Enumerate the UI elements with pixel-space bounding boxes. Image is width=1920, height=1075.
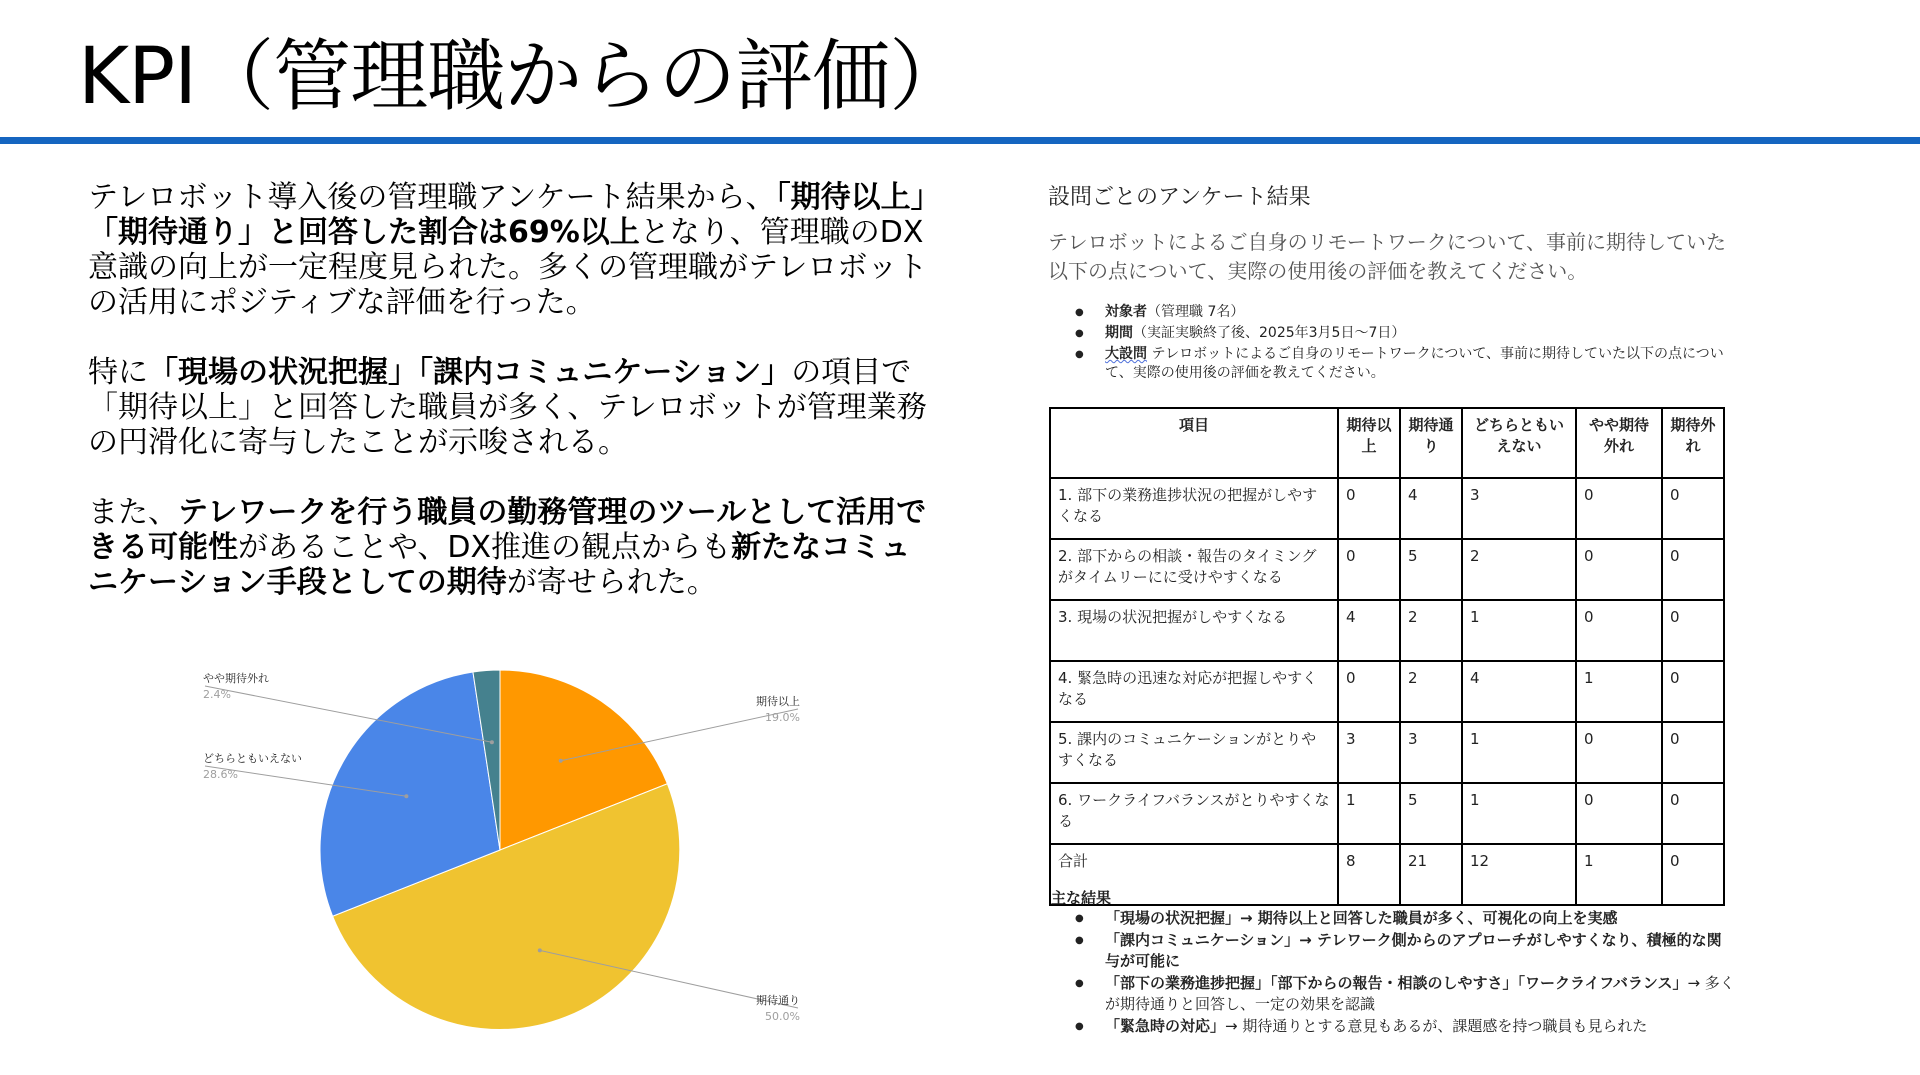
meta-label: 期間 [1105,325,1133,341]
table-cell: 0 [1662,722,1724,783]
table-row [1050,478,1724,539]
table-cell: 1 [1462,600,1576,661]
table-row [1050,539,1724,600]
column-header-below: 期待外れ [1662,408,1724,478]
table-cell: 2 [1400,600,1462,661]
table-cell-item: 4. 緊急時の迅速な対応が把握しやすくなる [1050,661,1338,722]
survey-results-table [1049,407,1725,906]
column-header-above-expectation: 期待以上 [1338,408,1400,478]
pie-slice-label: 期待通り [756,994,800,1007]
key-results-heading: 主な結果 [1051,889,1112,907]
pie-slice-value: 50.0% [765,1010,800,1023]
pie-leader-dot [538,948,542,952]
key-result-item [1075,908,1735,929]
table-cell: 0 [1662,600,1724,661]
meta-label: 大設問 [1105,346,1147,362]
column-header-slightly-below: やや期待外れ [1576,408,1662,478]
summary-emphasis: テレワークを行う職員の勤務管理のツールとして活用できる可能性 [88,495,927,565]
summary-text-run: が寄せられた。 [506,565,717,600]
table-cell: 0 [1662,844,1724,905]
pie-leader-dot [404,794,408,798]
table-row [1050,600,1724,661]
table-cell: 5 [1400,783,1462,844]
summary-text-run: テレロボット導入後の管理職アンケート結果から、 [88,180,776,215]
table-cell: 0 [1338,661,1400,722]
summary-text-run: となり、管理職のDX意識の向上が一定程度見られた。多くの管理職がテレロボットの活用にポジティブな評価を行った。 [88,215,928,320]
table-cell-item: 1. 部下の業務進捗状況の把握がしやすくなる [1050,478,1338,539]
table-cell: 4 [1338,600,1400,661]
survey-question: テレロボットによるご自身のリモートワークについて、事前に期待していた以下の点について、実際の使用後の評価を教えてください。 [1048,230,1726,283]
summary-emphasis: 「期待以上」「期待通り」と回答した割合は69%以上 [88,180,926,250]
table-row [1050,722,1724,783]
table-cell: 1 [1576,661,1662,722]
table-row [1050,783,1724,844]
key-result-item [1075,930,1735,972]
key-results-list [1075,908,1735,1038]
summary-paragraph-1 [88,180,928,320]
table-cell: 0 [1662,478,1724,539]
key-result-text: → 期待通りとする意見もあるが、課題感を持つ職員も見られた [1225,1017,1648,1035]
table-cell: 0 [1576,783,1662,844]
pie-slice-label: どちらともいえない [203,752,302,765]
table-cell: 0 [1338,478,1400,539]
table-cell-item: 5. 課内のコミュニケーションがとりやすくなる [1050,722,1338,783]
table-cell: 0 [1662,783,1724,844]
table-cell-item: 2. 部下からの相談・報告のタイミングがタイムリーにに受けやすくなる [1050,539,1338,600]
key-result-emphasis: 「現場の状況把握」→ 期待以上と回答した職員が多く、可視化の向上を実感 [1105,909,1618,927]
summary-text-run: 特に [88,355,148,390]
pie-leader-dot [490,740,494,744]
survey-meta-list [1075,303,1735,385]
pie-chart [185,650,825,1050]
key-result-item [1075,973,1735,1015]
summary-emphasis: 「現場の状況把握」「課内コミュニケーション」 [148,355,792,390]
table-cell-item: 3. 現場の状況把握がしやすくなる [1050,600,1338,661]
summary-paragraph-3 [88,495,928,600]
table-header-row [1050,408,1724,478]
meta-value: （管理職 7名） [1147,304,1245,320]
column-header-as-expected: 期待通り [1400,408,1462,478]
table-cell: 1 [1338,783,1400,844]
meta-period [1075,324,1735,343]
summary-paragraph-2 [88,355,928,460]
table-cell: 4 [1400,478,1462,539]
slide-title: KPI（管理職からの評価） [78,32,967,122]
table-cell-item: 6. ワークライフバランスがとりやすくなる [1050,783,1338,844]
key-result-emphasis: 「緊急時の対応」 [1105,1017,1226,1035]
pie-slice-value: 2.4% [203,688,231,701]
table-cell: 5 [1400,539,1462,600]
table-cell: 3 [1462,478,1576,539]
table-cell: 0 [1576,722,1662,783]
pie-slice-label: 期待以上 [756,695,800,708]
summary-text-run: また、 [88,495,178,530]
table-cell: 0 [1662,539,1724,600]
table-cell: 2 [1462,539,1576,600]
summary-text-run: の項目で「期待以上」と回答した職員が多く、テレロボットが管理業務の円滑化に寄与したことが示唆される。 [88,355,927,460]
pie-slice-label: やや期待外れ [203,672,269,685]
table-cell: 1 [1576,844,1662,905]
table-cell: 0 [1576,600,1662,661]
key-result-emphasis: 「課内コミュニケーション」→ テレワーク側からのアプローチがしやすくなり、積極的な関与が可能に [1105,931,1722,970]
table-cell: 21 [1400,844,1462,905]
table-cell: 1 [1462,783,1576,844]
table-cell-item: 合計 [1050,844,1338,905]
meta-main-question [1075,345,1735,383]
table-cell: 3 [1400,722,1462,783]
table-cell: 12 [1462,844,1576,905]
pie-leader-dot [559,759,563,763]
table-cell: 0 [1576,478,1662,539]
meta-label: 対象者 [1105,304,1147,320]
column-header-neutral: どちらともいえない [1462,408,1576,478]
key-result-text: → 多くが期待通りと回答し、一定の効果を認識 [1105,974,1735,1013]
table-cell: 0 [1662,661,1724,722]
summary-emphasis: 新たなコミュニケーション手段としての期待 [88,530,911,600]
table-cell: 3 [1338,722,1400,783]
table-cell: 0 [1338,539,1400,600]
table-cell: 8 [1338,844,1400,905]
summary-text-run: があることや、DX推進の観点からも [238,530,732,565]
column-header-item: 項目 [1050,408,1338,478]
summary-text [88,180,928,635]
title-divider [0,137,1920,144]
table-cell: 0 [1576,539,1662,600]
key-result-emphasis: 「部下の業務進捗把握」「部下からの報告・相談のしやすさ」「ワークライフバランス」 [1105,974,1688,992]
meta-value: テレロボットによるご自身のリモートワークについて、事前に期待していた以下の点について、実際の使用後の評価を教えてください。 [1105,346,1724,381]
table-cell: 4 [1462,661,1576,722]
survey-heading: 設問ごとのアンケート結果 [1048,185,1311,210]
meta-value: （実証実験終了後、2025年3月5日～7日） [1133,325,1406,341]
key-result-item [1075,1016,1735,1037]
table-row [1050,661,1724,722]
pie-slice-value: 28.6% [203,768,238,781]
table-cell: 2 [1400,661,1462,722]
table-cell: 1 [1462,722,1576,783]
pie-slice-value: 19.0% [765,711,800,724]
table-total-row [1050,844,1724,905]
meta-target [1075,303,1735,322]
